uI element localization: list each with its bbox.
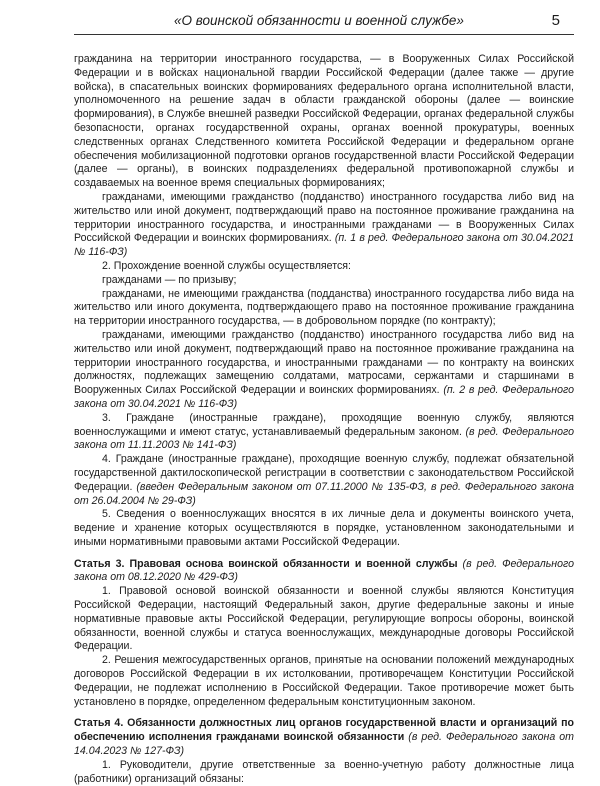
amendment-note: (введен Федеральным законом от 07.11.2000 № 135-ФЗ, в ред. Федерального закона от 26.04.2004 № 29-ФЗ) bbox=[74, 480, 574, 507]
page-number: 5 bbox=[551, 12, 560, 29]
paragraph: 1. Правовой основой воинской обязанности и военной службы являются Конституция Российской Федерации, настоящий Федеральный закон, другие федеральные законы и иные нормативные правовые акты Российской Федерации, регулирующие вопросы обороны, воинской обязанности, военной службы и статуса военнослужащих, международные договоры Российской Федерации. bbox=[74, 585, 574, 653]
article-4-heading bbox=[74, 717, 574, 758]
document-body bbox=[74, 53, 574, 786]
article-number: Статья 3. bbox=[74, 557, 125, 570]
amendment-note: (п. 1 в ред. Федерального закона от 30.04.2021 № 116-ФЗ) bbox=[74, 232, 574, 259]
paragraph: гражданами — по призыву; bbox=[102, 273, 237, 286]
paragraph: 1. Руководители, другие ответственные за военно-учетную работу должностные лица (работники) организаций обязаны: bbox=[74, 758, 574, 785]
paragraph: гражданина на территории иностранного государства, — в Вооруженных Силах Российской Федерации и в войсках национальной гвардии Российской Федерации (далее также — другие войска), в спасательных воинских формированиях федерального органа исполнительной власти, уполномоченного на решение задач в области гражданской обороны (далее — воинские формирования), в Службе внешней разведки Российской Федерации, органах федеральной службы безопасности, органах государственной охраны, органах военной прокуратуры, военных следственных органах Следственного комитета Российской Федерации и федеральном органе обеспечения мобилизационной подготовки органов государственной власти Российской Федерации (далее — органы), в воинских подразделениях федеральной противопожарной службы и создаваемых на военное время специальных формированиях; bbox=[74, 53, 574, 190]
header-title: «О воинской обязанности и военной службе» bbox=[174, 13, 464, 28]
amendment-note: (в ред. Федерального закона от 08.12.2020 № 429-ФЗ) bbox=[74, 557, 574, 584]
paragraph: 2. Прохождение военной службы осуществляется: bbox=[102, 259, 351, 272]
article-number: Статья 4. bbox=[74, 717, 124, 730]
paragraph: 2. Решения межгосударственных органов, принятые на основании положений международных договоров Российской Федерации в их истолковании, противоречащем Конституции Российской Федерации, не подлежат исполнению в Российской Федерации. Такое противоречие может быть установлено в порядке, определенном федеральным конституционным законом. bbox=[74, 654, 574, 708]
article-3-heading bbox=[74, 558, 574, 586]
amendment-note: (п. 2 в ред. Федерального закона от 30.04.2021 № 116-ФЗ) bbox=[74, 384, 574, 410]
paragraph: 3. Граждане (иностранные граждане), проходящие военную службу, являются военнослужащими и имеют статус, устанавливаемый федеральным законом. (в ред. Федерального закона от 11.11.2003 № 141-ФЗ) bbox=[74, 411, 574, 452]
paragraph: 5. Сведения о военнослужащих вносятся в их личные дела и документы воинского учета, ведение и хранение которых осуществляются в порядке, установленном законодательными и иными нормативными правовыми актами Российской Федерации. bbox=[74, 508, 574, 548]
paragraph: гражданами, не имеющими гражданства (подданства) иностранного государства либо вида на жительство или иного документа, подтверждающего право на постоянное проживание гражданина на территории иностранного государства, — в добровольном порядке (по контракту); bbox=[74, 287, 574, 328]
document-page bbox=[74, 10, 574, 786]
paragraph: гражданами, имеющими гражданство (подданство) иностранного государства либо вид на жительство или иной документ, подтверждающий право на постоянное проживание гражданина на территории иностранного государства, и иностранными гражданами — по контракту на воинских должностях, подлежащих замещению солдатами, матросами, сержантами и старшинами в Вооруженных Силах Российской Федерации и воинских формированиях. (п. 2 в ред. Федерального закона от 30.04.2021 № 116-ФЗ) bbox=[74, 328, 574, 410]
article-title: Правовая основа воинской обязанности и военной службы bbox=[129, 557, 458, 570]
running-header bbox=[74, 10, 574, 35]
amendment-note: (в ред. Федерального закона от 11.11.2003 № 141-ФЗ) bbox=[74, 425, 574, 452]
paragraph: гражданами, имеющими гражданство (подданство) иностранного государства либо вид на жительство или иной документ, подтверждающий право на постоянное проживание гражданина на территории иностранного государства, и иностранными гражданами — в Вооруженных Силах Российской Федерации и воинских формированиях. (п. 1 в ред. Федерального закона от 30.04.2021 № 116-ФЗ) bbox=[74, 190, 574, 259]
amendment-note: (в ред. Федерального закона от 14.04.2023 № 127-ФЗ) bbox=[74, 731, 574, 758]
paragraph: 4. Граждане (иностранные граждане), проходящие военную службу, подлежат обязательной государственной дактилоскопической регистрации в соответствии с законодательством Российской Федерации. (введен Федеральным законом от 07.11.2000 № 135-ФЗ, в ред. Федерального закона от 26.04.2004 № 29-ФЗ) bbox=[74, 453, 574, 507]
article-title: Обязанности должностных лиц органов государственной власти и организаций по обеспечению исполнения гражданами воинской обязанности bbox=[74, 717, 574, 744]
